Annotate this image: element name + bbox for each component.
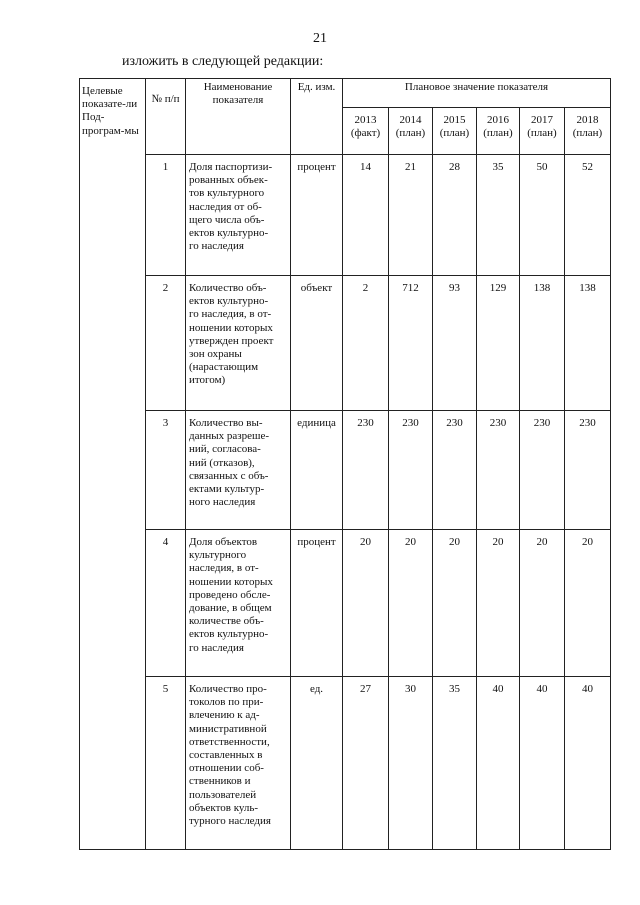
indicator-name-line: Количество вы- bbox=[189, 417, 263, 429]
year-kind: (план) bbox=[395, 127, 426, 140]
indicator-name-line: ектами культур- bbox=[189, 483, 265, 496]
planned-header-cell bbox=[343, 79, 611, 108]
row-number-cell bbox=[146, 155, 186, 276]
value-cell-2016 bbox=[477, 155, 520, 276]
indicator-value: 129 bbox=[489, 282, 507, 294]
indicator-name-line: ношении которых bbox=[189, 575, 273, 588]
table-body bbox=[80, 79, 611, 850]
indicator-value: 20 bbox=[405, 536, 416, 548]
year-header-2013 bbox=[343, 108, 389, 155]
row-number: 1 bbox=[162, 161, 169, 173]
year-header-2015 bbox=[433, 108, 477, 155]
year-kind: (факт) bbox=[350, 127, 381, 140]
indicator-value: 40 bbox=[492, 683, 504, 695]
indicator-name-line: ственников и bbox=[189, 775, 251, 788]
indicator-name-line: ектов культурно- bbox=[189, 628, 269, 641]
value-cell-2015 bbox=[433, 411, 477, 530]
value-cell-2017 bbox=[520, 530, 565, 677]
indicator-value: 20 bbox=[492, 536, 504, 548]
indicator-name-line: Количество объ- bbox=[189, 282, 267, 294]
year-kind: (план) bbox=[527, 127, 557, 140]
value-cell-2014 bbox=[389, 530, 433, 677]
value-cell-2013 bbox=[343, 155, 389, 276]
row-number: 4 bbox=[162, 536, 169, 548]
indicator-value: 230 bbox=[533, 417, 551, 429]
indicator-name-line: ношении которых bbox=[189, 321, 273, 334]
year-kind: (план) bbox=[439, 127, 470, 140]
row-number: 5 bbox=[162, 683, 169, 695]
row-number: 3 bbox=[162, 417, 169, 429]
year-label: 2015 bbox=[443, 114, 466, 126]
indicator-value: 20 bbox=[536, 536, 548, 548]
indicator-name-line: тов культурного bbox=[189, 187, 265, 200]
indicator-name-line: объектов куль- bbox=[189, 801, 259, 814]
unit-cell bbox=[291, 411, 343, 530]
year-kind: (план) bbox=[483, 127, 513, 140]
value-cell-2016 bbox=[477, 677, 520, 850]
indicator-name-line: данных разреше- bbox=[189, 430, 270, 443]
value-cell-2013 bbox=[343, 677, 389, 850]
row-number: 2 bbox=[162, 282, 169, 294]
indicator-name-cell bbox=[186, 155, 291, 276]
indicator-name-cell bbox=[186, 276, 291, 411]
indicator-value: 28 bbox=[449, 161, 460, 173]
unit-cell bbox=[291, 677, 343, 850]
value-cell-2018 bbox=[565, 411, 611, 530]
value-cell-2015 bbox=[433, 530, 477, 677]
goals-header: Целевые показате-ли Под-програм-мы bbox=[82, 85, 139, 137]
indicator-value: 35 bbox=[492, 161, 504, 173]
value-cell-2017 bbox=[520, 677, 565, 850]
indicator-name-line: Количество про- bbox=[189, 683, 267, 695]
indicator-value: 230 bbox=[402, 417, 419, 429]
indicator-name-cell bbox=[186, 530, 291, 677]
table-row bbox=[80, 530, 611, 677]
page-number: 21 bbox=[313, 31, 327, 46]
indicator-value: 14 bbox=[360, 161, 371, 173]
indicator-name-line: культурного bbox=[189, 549, 247, 562]
value-cell-2014 bbox=[389, 276, 433, 411]
indicator-name-line: (нарастающим bbox=[189, 361, 259, 374]
indicator-name-cell bbox=[186, 411, 291, 530]
indicator-value: 20 bbox=[582, 536, 593, 548]
indicator-value: 52 bbox=[582, 161, 593, 173]
table-row bbox=[80, 411, 611, 530]
value-cell-2014 bbox=[389, 677, 433, 850]
value-cell-2015 bbox=[433, 677, 477, 850]
indicator-name-line: составленных в bbox=[189, 749, 263, 762]
unit-value: объект bbox=[300, 282, 333, 294]
year-label: 2018 bbox=[576, 114, 599, 126]
row-number-cell bbox=[146, 677, 186, 850]
unit-value: ед. bbox=[309, 683, 324, 695]
value-cell-2016 bbox=[477, 530, 520, 677]
indicator-value: 230 bbox=[579, 417, 596, 429]
indicator-name-line: количестве объ- bbox=[189, 615, 264, 628]
row-number-cell bbox=[146, 276, 186, 411]
indicator-name-line: ектов культурно- bbox=[189, 227, 269, 240]
value-cell-2018 bbox=[565, 677, 611, 850]
year-header-2018 bbox=[565, 108, 611, 155]
indicator-value: 93 bbox=[449, 282, 460, 294]
planned-header: Плановое значение показателя bbox=[404, 81, 549, 93]
value-cell-2016 bbox=[477, 276, 520, 411]
indicator-value: 712 bbox=[402, 282, 419, 294]
value-cell-2013 bbox=[343, 411, 389, 530]
indicator-name-line: Доля объектов bbox=[189, 536, 258, 548]
indicator-name-line: итогом) bbox=[189, 374, 226, 387]
indicator-value: 20 bbox=[449, 536, 460, 548]
indicator-value: 138 bbox=[533, 282, 551, 294]
indicator-name-line: турного наследия bbox=[189, 815, 271, 828]
indicator-name-line: связанных с объ- bbox=[189, 469, 269, 482]
intro-text: изложить в следующей редакции: bbox=[122, 54, 324, 69]
number-header: № п/п bbox=[151, 93, 180, 105]
unit-header-cell bbox=[291, 79, 343, 155]
indicator-name-cell bbox=[186, 677, 291, 850]
indicator-value: 21 bbox=[405, 161, 416, 173]
indicator-name-line: ний (отказов), bbox=[189, 456, 255, 469]
year-label: 2016 bbox=[487, 114, 509, 126]
unit-cell bbox=[291, 276, 343, 411]
year-kind: (план) bbox=[572, 127, 603, 140]
unit-cell bbox=[291, 530, 343, 677]
unit-header: Ед. изм. bbox=[297, 81, 336, 93]
year-label: 2013 bbox=[354, 114, 377, 126]
indicator-name-line: го наследия, в от- bbox=[189, 308, 272, 321]
indicator-name-line: зон охраны bbox=[189, 348, 242, 361]
indicator-name-line: го наследия bbox=[189, 641, 244, 654]
indicator-value: 2 bbox=[362, 282, 369, 294]
indicator-name-line: влечению к ад- bbox=[189, 709, 260, 722]
year-header-2016 bbox=[477, 108, 520, 155]
value-cell-2018 bbox=[565, 530, 611, 677]
indicator-name-line: ного наследия bbox=[189, 496, 256, 509]
value-cell-2018 bbox=[565, 155, 611, 276]
unit-value: единица bbox=[297, 417, 336, 429]
value-cell-2017 bbox=[520, 155, 565, 276]
indicator-value: 230 bbox=[489, 417, 507, 429]
value-cell-2013 bbox=[343, 530, 389, 677]
value-cell-2016 bbox=[477, 411, 520, 530]
indicator-value: 30 bbox=[405, 683, 416, 695]
unit-value: процент bbox=[297, 536, 336, 548]
indicator-value: 40 bbox=[536, 683, 548, 695]
indicator-name-line: наследия от об- bbox=[189, 200, 262, 213]
indicators-table bbox=[79, 78, 611, 850]
indicator-name-line: Доля паспортизи- bbox=[189, 161, 273, 173]
year-header-2014 bbox=[389, 108, 433, 155]
indicator-name-line: министративной bbox=[189, 722, 267, 735]
value-cell-2017 bbox=[520, 276, 565, 411]
indicator-name-line: ектов культурно- bbox=[189, 295, 269, 308]
indicator-value: 27 bbox=[360, 683, 371, 695]
name-header-cell bbox=[186, 79, 291, 155]
value-cell-2014 bbox=[389, 411, 433, 530]
table-row bbox=[80, 677, 611, 850]
year-label: 2014 bbox=[399, 114, 422, 126]
value-cell-2015 bbox=[433, 276, 477, 411]
value-cell-2013 bbox=[343, 276, 389, 411]
indicator-value: 230 bbox=[446, 417, 463, 429]
table-row bbox=[80, 276, 611, 411]
unit-value: процент bbox=[297, 161, 336, 173]
indicator-value: 40 bbox=[582, 683, 593, 695]
indicator-value: 35 bbox=[449, 683, 460, 695]
indicator-name-line: отношении соб- bbox=[189, 762, 264, 775]
indicator-name-line: токолов по при- bbox=[189, 696, 264, 709]
indicator-value: 50 bbox=[536, 161, 548, 173]
value-cell-2015 bbox=[433, 155, 477, 276]
indicator-name-line: ответственности, bbox=[189, 735, 270, 748]
indicator-name-line: рованных объек- bbox=[189, 174, 268, 187]
year-header-2017 bbox=[520, 108, 565, 155]
indicator-value: 138 bbox=[579, 282, 596, 294]
indicator-name-line: щего числа объ- bbox=[189, 213, 265, 226]
number-header-cell bbox=[146, 79, 186, 155]
year-label: 2017 bbox=[531, 114, 553, 126]
goals-header-cell bbox=[80, 79, 146, 850]
indicator-name-line: наследия, в от- bbox=[189, 562, 259, 575]
row-number-cell bbox=[146, 411, 186, 530]
indicator-name-line: утвержден проект bbox=[189, 334, 274, 347]
indicator-value: 20 bbox=[360, 536, 371, 548]
value-cell-2014 bbox=[389, 155, 433, 276]
indicator-name-line: проведено обсле- bbox=[189, 588, 271, 601]
indicator-name-line: пользователей bbox=[189, 788, 257, 801]
name-header: Наименование показателя bbox=[203, 81, 273, 107]
indicator-name-line: дование, в общем bbox=[189, 602, 272, 615]
value-cell-2017 bbox=[520, 411, 565, 530]
value-cell-2018 bbox=[565, 276, 611, 411]
unit-cell bbox=[291, 155, 343, 276]
indicator-name-line: ний, согласова- bbox=[189, 443, 261, 456]
header-row-top bbox=[80, 79, 611, 108]
table-row bbox=[80, 155, 611, 276]
indicator-name-line: го наследия bbox=[189, 240, 244, 253]
row-number-cell bbox=[146, 530, 186, 677]
indicator-value: 230 bbox=[357, 417, 374, 429]
